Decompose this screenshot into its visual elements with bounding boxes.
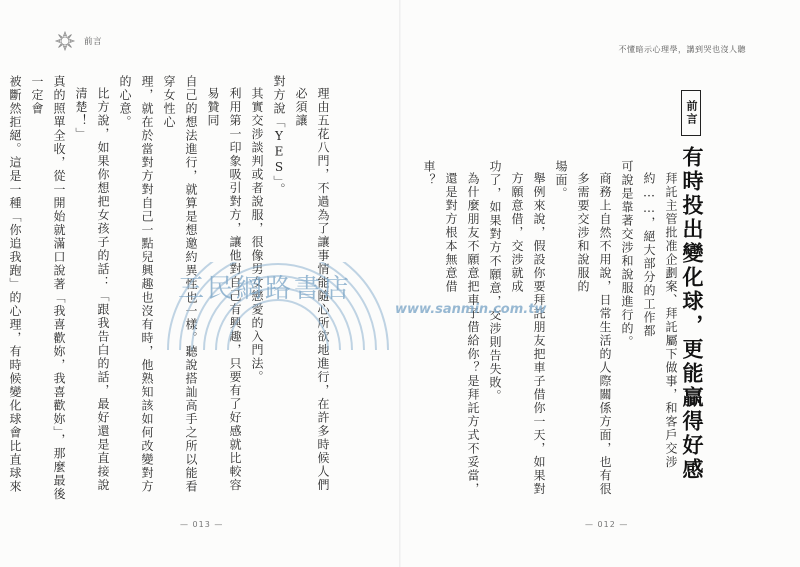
- page-number: — 012 —: [585, 520, 629, 529]
- text-column: 功了，如果對方不願意，交涉則告失敗。: [488, 160, 502, 403]
- text-column: 對方說「YES」。: [272, 75, 286, 197]
- text-column: 拜託主管批准企劃案、拜託屬下做事，和客戶交涉約……，絕大部分的工作都: [642, 172, 678, 469]
- chapter-tag: 前言: [681, 90, 701, 136]
- text-column: 可說是靠著交涉和說服進行的。: [620, 160, 634, 349]
- running-head-left: 前言: [84, 37, 103, 47]
- left-page-header: [54, 30, 102, 52]
- text-column: 利用第一印象吸引對方，讓他對自己有興趣，只要有了好感就比較容易贊同: [206, 87, 242, 492]
- right-page-header: [619, 37, 747, 56]
- text-column: 理由五花八門，不過為了讓事情能隨心所欲地進行，在許多時候人們必須讓: [294, 87, 330, 492]
- text-column: 比方說，如果你想把女孩子的話：「跟我告白的話，最好還是直接說清楚！」: [74, 87, 110, 492]
- watermark-url: www.sanmin.com.tw: [395, 302, 547, 317]
- page-number: — 013 —: [180, 520, 224, 529]
- watermark-text: 三民網路書店: [178, 274, 353, 304]
- text-column: 自己的想法進行，就算是想邀約異性也一樣。聽說搭訕高手之所以能看穿女性心: [162, 75, 198, 494]
- right-page-body: [418, 160, 682, 505]
- text-column: 商務上自然不用說，日常生活的人際關係方面，也有很多需要交涉和說服的: [576, 172, 612, 496]
- text-column: 其實交涉談判或者說服，很像男女戀愛的入門法。: [250, 87, 264, 384]
- text-column: 車？: [422, 160, 436, 187]
- text-column: 被斷然拒絕。這是一種「你追我跑」的心理，有時候變化球會比直球來: [8, 75, 22, 494]
- ornament-logo-icon: [54, 30, 76, 52]
- text-column: 場面。: [554, 160, 568, 201]
- right-page: [400, 0, 800, 567]
- text-column: 為什麼朋友不願意把車子借給你？是拜託方式不妥當，還是對方根本無意借: [444, 172, 480, 496]
- running-head-right: 不懂暗示心理學，講到哭也沒人聽: [618, 45, 746, 54]
- chapter-title: 有時投出變化球，更能贏得好感: [680, 146, 704, 482]
- text-column: 理，就在於當對方對自己一點兒興趣也沒有時，他熟知該如何改變對方的心意。: [118, 75, 154, 494]
- text-column: 真的照單全收，從一開始就滿口說著「我喜歡妳，我喜歡妳」，那麼最後一定會: [30, 75, 66, 501]
- text-column: 舉例來說，假設你要拜託朋友把車子借你一天，如果對方願意借，交涉就成: [510, 172, 546, 496]
